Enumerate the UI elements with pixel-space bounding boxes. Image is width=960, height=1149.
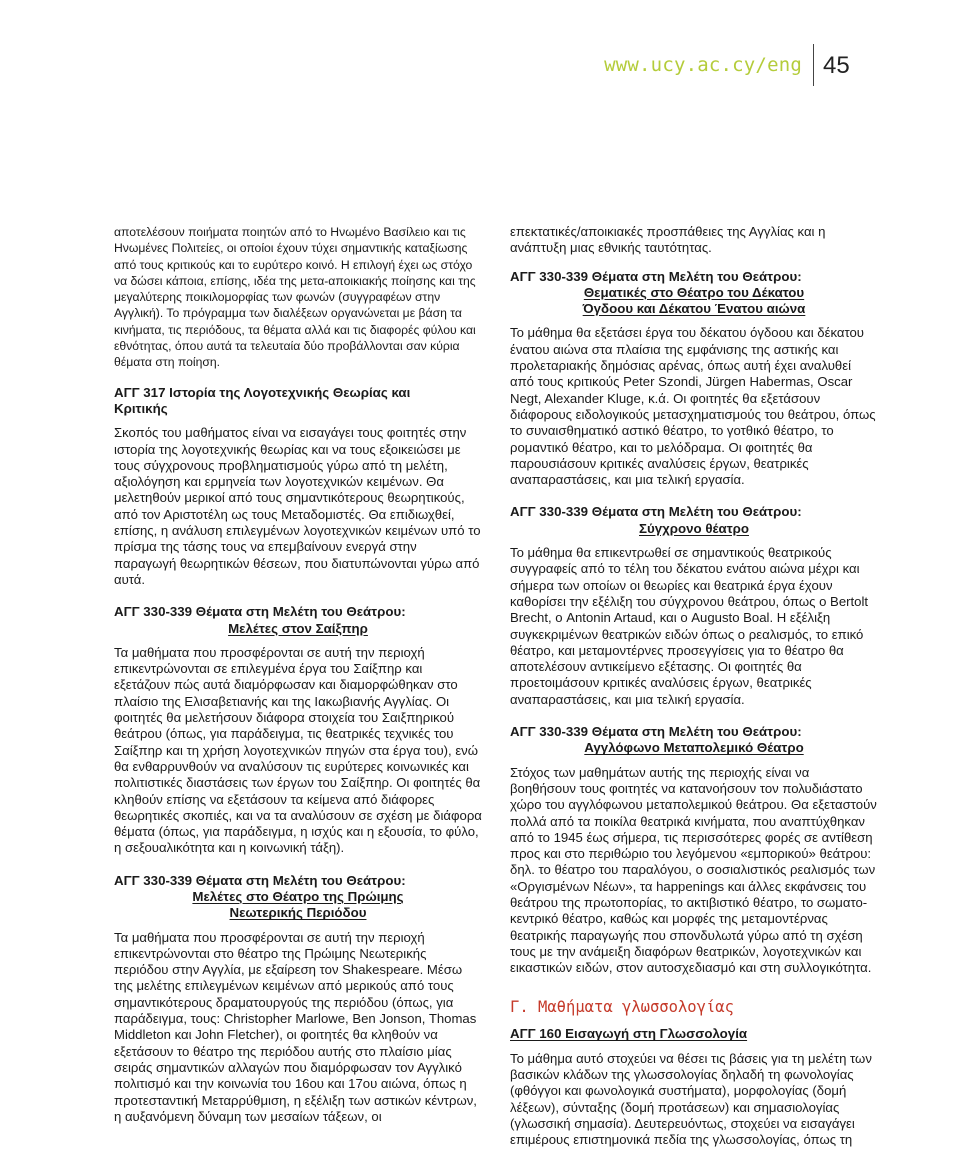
heading-subtitle: Σύγχρονο θέατρο [639,520,749,536]
left-column [114,224,482,1125]
course-160-body: Το μάθημα αυτό στοχεύει να θέσει τις βάσεις για τη μελέτη των βασικών κλάδων της γλωσσολογίας δηλαδή τη φωνολογίας (φθόγγοι και φωνολογικά συστήματα), μορφολογίας (δομή λέξεων), σύνταξης (δομή προτάσεων) και σημασιολογίας (γλωσσική σημασία). Δευτερευόντως, στοχεύει να εισαγάγει επιμέρους επιστημονικά πεδία της γλωσσολογίας, όπως τη [510,1050,872,1148]
heading-line: ΑΓΓ 330-339 Θέματα στη Μελέτη του Θεάτρου: [510,724,802,740]
heading-line: Κριτικής [114,400,168,416]
intro-paragraph: αποτελέσουν ποιήματα ποιητών από το Ηνωμένο Βασίλειο και τις Ηνωμένες Πολιτείες, οι οποίοι έχουν τύχει σημαντικής καταξίωσης από τους κριτικούς και το ευρύτερο κοινό. Η επιλογή έχει ως στόχο να δώσει κάποια, επίσης, ιδέα της μετα-αποικιακής ποίησης και της μεγαλύτερης ποικιλομορφίας των φωνών (συγγραφέων στην Αγγλική). Το πρόγραμμα των διαλέξεων οργανώνεται με βάση τα κινήματα, τις περιόδους, τα θέματα αλλά και τις διαφορές φύλου και εθνότητας, όπου αυτά τα τελευταία δύο προβάλλονται σαν κύρια θέματα στη ποίηση. [114,225,476,370]
page-number: 45 [823,52,850,79]
continuation-paragraph: επεκτατικές/αποικιακές προσπάθειες της Αγγλίας και η ανάπτυξη μιας εθνικής ταυτότητας. [510,224,826,256]
heading-line: ΑΓΓ 330-339 Θέματα στη Μελέτη του Θεάτρου: [114,872,406,888]
course-317-heading [114,385,482,418]
heading-line: ΑΓΓ 330-339 Θέματα στη Μελέτη του Θεάτρου: [510,504,802,520]
course-contemporary-body: Το μάθημα θα επικεντρωθεί σε σημαντικούς θεατρικούς συγγραφείς από το τέλη του δέκατου ενάτου αιώνα μέχρι και σήμερα των οποίων οι θεωρίες και θεατρικά έργα έχουν καθορίσει την εξέλιξη του σύγχρονου θεάτρου, όπως ο Bertolt Brecht, ο Antonin Artaud, και ο Augusto Boal. Η εξέλιξη συγκεκριμένων θεατρικών ειδών όπως ο ρεαλισμός, το επικό θέατρο, και μεταμοντέρνες προσεγγίσεις για το θέατρο θα αποτελέσουν αντικείμενο εξέτασης. Οι φοιτητές θα προετοιμάσουν κριτικές αναλύσεις έργων, θεατρικές αναπαραστάσεις, και μια τελική εργασία. [510,545,869,707]
heading-subtitle: Νεωτερικής Περιόδου [229,905,367,921]
heading-subtitle: Μελέτες στον Σαίξπηρ [228,620,368,636]
course-anglophone-heading [510,724,878,757]
course-contemporary-heading [510,504,878,537]
course-shakespeare-body: Τα μαθήματα που προσφέρονται σε αυτή την περιοχή επικεντρώνονται σε επιλεγμένα έργα του Σαίξπηρ και εξετάζουν πώς αυτά διαμόρφωσαν και διαμορφώθηκαν στο πλαίσιο της Ελισαβετιανής και της Ιακωβιανής Αγγλίας. Οι φοιτητές θα μελετήσουν διάφορα στοιχεία του Σαιξπηρικού θεάτρου (όπως, για παράδειγμα, τις θεατρικές τεχνικές του Σαίξπηρ και τη χρήση λογοτεχνικών πηγών στα έργα του), ενώ θα ενθαρρυνθούν να αναλύσουν τις ευρύτερες κοινωνικές και πολιτιστικές διαστάσεις των έργων του Σαίξπηρ. Οι φοιτητές θα κληθούν επίσης να εξετάσουν τα κείμενα από διάφορες θεωρητικές σκοπιές, και να τα αναλύσουν σε σχέση με διάφορα θέματα (όπως, για παράδειγμα, η ισχύς και η εξουσία, το φύλο, η σεξουαλικότητα και η κοινωνική τάξη). [114,644,482,856]
right-column [510,224,878,1149]
heading-subtitle: Θεματικές στο Θέατρο του Δέκατου [583,284,805,300]
heading-subtitle: Μελέτες στο Θέατρο της Πρώιμης [192,888,404,904]
course-18-19-body: Το μάθημα θα εξετάσει έργα του δέκατου όγδοου και δέκατου ένατου αιώνα στα πλαίσια της εμφάνισης της αστικής και προλεταριακής δημόσιας αρένας, όπως αυτή έχει αναλυθεί από τους κριτικούς Peter Szondi, Jürgen Habermas, Oscar Negt, Alexander Kluge, κ.ά. Οι φοιτητές θα εξετάσουν διάφορους ειδολογικούς μετασχηματισμούς του θεάτρου, όπως το συναισθηματικό αστικό θέατρο, το γοτθικό θέατρο, το ρομαντικό θέατρο, και το μελόδραμα. Οι φοιτητές θα παρουσιάσουν κριτικές αναλύσεις έργων, θεατρικές αναπαραστάσεις, και μια τελική εργασία. [510,325,876,488]
course-early-modern-body: Τα μαθήματα που προσφέρονται σε αυτή την περιοχή επικεντρώνονται στο θέατρο της Πρώιμης Νεωτερικής περιόδου στην Αγγλία, με εξαίρεση τον Shakespeare. Μέσω της μελέτης επιλεγμένων κειμένων από μερικούς από τους σημαντικότερους δραματουργούς της περιόδου (όπως, για παράδειγμα, τους: Christopher Marlowe, Ben Jonson, Thomas Middleton και John Fletcher), οι φοιτητές θα κληθούν να εξετάσουν το θέατρο της περιόδου αυτής στο πλαίσιο μίας σειράς σημαντικών αλλαγών που διαμόρφωσαν τον Αγγλικό πολιτισμό και την κοινωνία του 16ου και 17ου αιώνα, όπως η προτεσταντική Μεταρρύθμιση, η εξέλιξη των αστικών κέντρων, η αυξανόμενη δύναμη των μεσαίων τάξεων, οι [114,929,477,1124]
heading-line: ΑΓΓ 330-339 Θέματα στη Μελέτη του Θεάτρου: [114,604,406,620]
course-18-19-heading [510,269,878,318]
heading-line: ΑΓΓ 317 Ιστορία της Λογοτεχνικής Θεωρίας και [114,384,411,400]
course-317-body: Σκοπός του μαθήματος είναι να εισαγάγει τους φοιτητές στην ιστορία της λογοτεχνικής θεωρίας και να τους εξοικειώσει με τους σύγχρονους προβληματισμούς γύρω από τη μελέτη, αξιολόγηση και ερμηνεία των λογοτεχνικών κειμένων. Θα μελετηθούν μερικοί από τους σημαντικότερους θεωρητικούς, από τον Αριστοτέλη ως τους Μεταδομιστές. Θα επιδιωχθεί, επίσης, η ανάλυση επιλεγμένων λογοτεχνικών κειμένων υπό το πρίσμα της τάσης τους να επεμβαίνουν ενεργά στην παραγωγή θεωρητικών θέσεων, που διατυπώνονται γύρω από αυτά. [114,425,481,587]
page-header [0,0,960,185]
heading-line: ΑΓΓ 330-339 Θέματα στη Μελέτη του Θεάτρου: [510,268,802,284]
linguistics-section-heading: Γ. Μαθήματα γλωσσολογίας [510,998,734,1017]
course-shakespeare-heading [114,604,482,637]
header-divider [813,44,814,86]
heading-line: ΑΓΓ 160 Εισαγωγή στη Γλωσσολογία [510,1026,748,1042]
course-160-heading [510,1026,878,1042]
heading-subtitle: Όγδοου και Δέκατου Ένατου αιώνα [582,301,806,317]
course-early-modern-heading [114,873,482,922]
heading-subtitle: Αγγλόφωνο Μεταπολεμικό Θέατρο [584,740,804,756]
website-url[interactable]: www.ucy.ac.cy/eng [604,54,802,76]
course-anglophone-body: Στόχος των μαθημάτων αυτής της περιοχής είναι να βοηθήσουν τους φοιτητές να κατανοήσουν τον πολυδιάστατο χώρο του αγγλόφωνου μεταπολεμικού θεάτρου. Θα εξεταστούν πολλά από τα ποικίλα θεατρικά κινήματα, που αναπτύχθηκαν από το 1945 έως σήμερα, τις περισσότερες φορές σε αντίθεση προς και στο περιθώριο του λεγόμενου «εμπορικού» θεάτρου: δηλ. το θέατρο του παραλόγου, ο σοσιαλιστικός ρεαλισμός των «Οργισμένων Νέων», τα happenings και άλλες εκφάνσεις του θεάτρου της πρωτοπορίας, το ακτιβιστικό θέατρο, το σωματο-κεντρικό θέατρο, καθώς και μορφές της μεταμοντέρνας θεατρικής παραγωγής που σπονδυλωτά γύρω από τη σχέση τους με την ανάμειξη διαφόρων θεατρικών, λογοτεχνικών και εικαστικών ειδών, στον αυτοσχεδιασμό και στη συλλογικότητα. [510,764,877,976]
